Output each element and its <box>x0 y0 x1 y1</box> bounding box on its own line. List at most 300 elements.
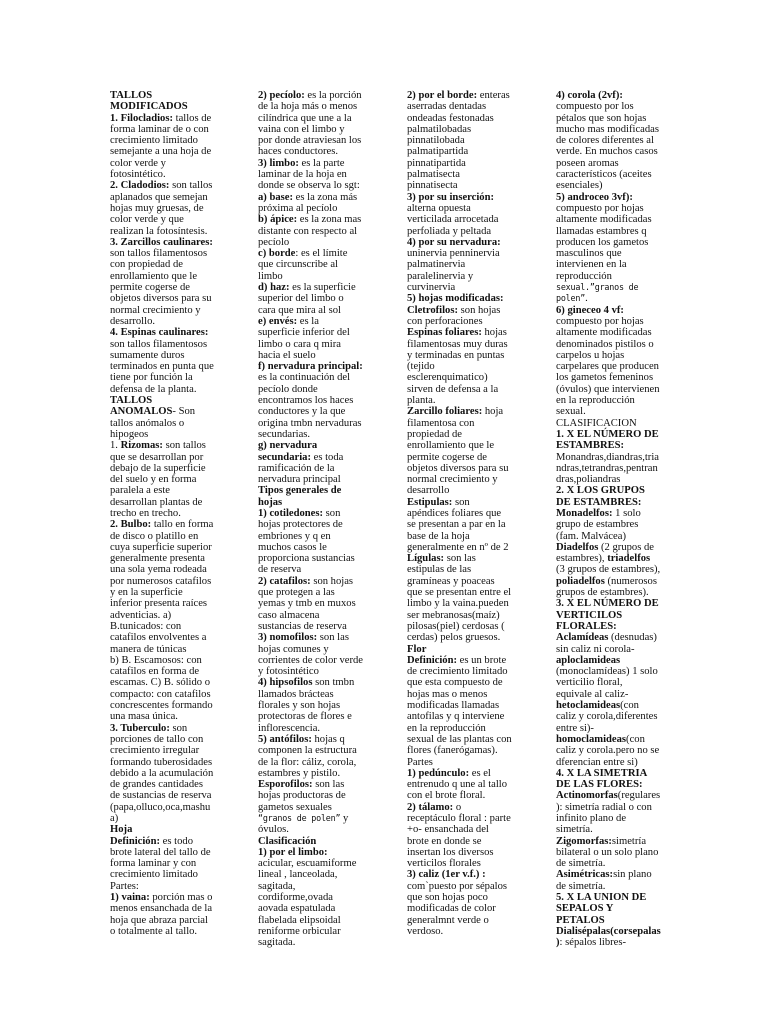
text-run: dferencian entre si) <box>556 756 638 768</box>
text-line <box>407 180 515 191</box>
text-line <box>258 113 366 124</box>
text-line <box>110 564 244 575</box>
text-run: reproducción <box>556 270 612 282</box>
text-line <box>556 768 662 779</box>
text-run: nervadura principal <box>258 474 341 486</box>
bold-text-run: Hoja <box>110 824 133 836</box>
bold-text-run: 2) catafilos: <box>258 575 311 587</box>
text-run: (tejido <box>407 361 435 373</box>
text-line <box>110 135 244 146</box>
text-line <box>556 847 662 858</box>
text-run: de colores diferentes al <box>556 135 654 147</box>
text-line <box>407 237 515 248</box>
text-run: hojas q <box>311 733 345 745</box>
text-line <box>556 813 662 824</box>
text-line <box>110 90 244 101</box>
bold-text-run: Zigomorfas: <box>556 835 612 847</box>
text-run: protectoras de flores e <box>258 711 352 723</box>
text-run: carpelos u hojas <box>556 349 625 361</box>
text-run: enteras <box>477 90 510 101</box>
text-run: normal crecimiento y <box>407 474 498 486</box>
text-run: es toda <box>310 451 344 463</box>
text-run: generalmente en nº de 2 <box>407 541 509 553</box>
text-line <box>258 666 366 677</box>
bold-text-run: 4) hipsofilos <box>258 677 313 689</box>
text-line <box>407 711 515 722</box>
text-run: son <box>323 507 341 519</box>
text-line <box>258 508 366 519</box>
text-line <box>407 915 515 926</box>
text-run: limbo <box>258 270 283 282</box>
text-run: por donde atraviesan los <box>258 135 362 147</box>
text-line <box>407 790 515 801</box>
text-line <box>258 452 366 463</box>
text-line <box>556 497 662 508</box>
bold-text-run: DE ESTAMBRES: <box>556 496 642 508</box>
text-line <box>258 395 366 406</box>
text-line <box>407 813 515 824</box>
bold-text-run: 4. X LA SIMETRIA <box>556 767 648 779</box>
text-run: es la continuación del <box>258 372 351 384</box>
text-run: perfoliada y peltada <box>407 225 492 237</box>
text-run: sin caliz ni corola- <box>556 643 635 655</box>
text-line <box>556 372 662 383</box>
text-run: es la parte <box>298 157 345 169</box>
bold-text-run: hetoclamideas <box>556 700 621 712</box>
text-run: acicular, escuamiforme <box>258 858 357 870</box>
bold-text-run: 5. X LA UNION DE <box>556 892 647 904</box>
text-run: de simetría. <box>556 858 606 870</box>
bold-text-run: FLORALES: <box>556 620 617 632</box>
text-run: llamados brácteas <box>258 688 334 700</box>
text-line <box>110 847 244 858</box>
text-line <box>556 869 662 880</box>
bold-text-run: a) base: <box>258 191 294 203</box>
text-run: hojas productoras de <box>258 790 346 802</box>
bold-text-run: Aclamídeas <box>556 632 609 644</box>
bold-text-run: ) <box>556 937 560 949</box>
text-line <box>258 700 366 711</box>
text-run: esclerenquimatico) <box>407 372 488 384</box>
text-run: com`puesto por sépalos <box>407 880 508 892</box>
text-line <box>258 926 366 937</box>
text-run: masculinos que <box>556 248 622 260</box>
text-run: hojas muy gruesas, de <box>110 202 204 214</box>
text-line <box>556 542 662 553</box>
text-run: escamas. C) B. sólido o <box>110 677 211 689</box>
text-line <box>258 869 366 880</box>
text-line <box>556 271 662 282</box>
text-run: son hojas <box>458 304 501 316</box>
text-line <box>110 327 244 338</box>
text-run: palmatinervia <box>407 259 466 271</box>
text-run: realizan la fotosíntesis. <box>110 225 208 237</box>
bold-text-run: 1) vaina: <box>110 892 150 904</box>
text-line <box>407 881 515 892</box>
text-line <box>556 881 662 892</box>
text-run: óvulos. <box>258 824 289 836</box>
text-line <box>258 327 366 338</box>
text-line <box>110 316 244 327</box>
text-line <box>110 576 244 587</box>
text-run: CLASIFICACION <box>556 417 637 429</box>
text-line <box>258 621 366 632</box>
text-line <box>258 531 366 542</box>
text-line <box>258 802 366 813</box>
text-run: es la porción <box>304 90 362 101</box>
text-run: sumamente duros <box>110 349 185 361</box>
bold-text-run: 6) gineceo 4 vf: <box>556 304 624 316</box>
text-line <box>556 519 662 530</box>
text-line <box>110 644 244 655</box>
text-line <box>110 587 244 598</box>
text-line <box>110 440 244 451</box>
text-line <box>110 101 244 112</box>
text-run: es todo <box>160 835 193 847</box>
text-line <box>556 836 662 847</box>
text-run: verde. En muchos casos <box>556 146 658 158</box>
text-line <box>407 824 515 835</box>
text-run: catafilos envolventes a <box>110 632 207 644</box>
bold-text-run: DE LAS FLORES: <box>556 779 643 791</box>
text-run: (con <box>620 700 639 712</box>
text-line <box>258 745 366 756</box>
text-line <box>556 892 662 903</box>
text-run: hoja <box>482 406 504 418</box>
text-run: sexual de las plantas con <box>407 733 512 745</box>
text-run: son las <box>444 553 476 565</box>
text-line <box>407 271 515 282</box>
text-line <box>258 237 366 248</box>
text-run: con perforaciones <box>407 315 483 327</box>
text-run: aserradas dentadas <box>407 101 487 113</box>
text-line <box>110 237 244 248</box>
text-line <box>556 553 662 564</box>
text-line <box>556 305 662 316</box>
text-run: sustancias de reserva <box>258 620 347 632</box>
bold-text-run: e) envés: <box>258 315 298 327</box>
text-run: corrientes de color verde <box>258 654 364 666</box>
text-run: - Son <box>172 406 196 418</box>
text-line <box>110 926 244 937</box>
text-run: que esta compuesto de <box>407 677 503 689</box>
text-run: con el brote floral. <box>407 790 486 802</box>
text-line <box>556 429 662 440</box>
text-line <box>258 90 366 101</box>
text-line <box>110 497 244 508</box>
text-line <box>407 553 515 564</box>
text-line <box>556 248 662 259</box>
text-line <box>556 858 662 869</box>
bold-text-run: Zarcillo foliares: <box>407 406 483 418</box>
text-run: gramíneas y poaceas <box>407 575 495 587</box>
text-run: semejante a una hoja de <box>110 146 212 158</box>
text-run: modificadas de color <box>407 903 496 915</box>
text-line <box>556 350 662 361</box>
text-line <box>258 169 366 180</box>
text-run: uninervia penninervia <box>407 248 500 260</box>
text-line <box>258 757 366 768</box>
text-line <box>407 587 515 598</box>
text-run: flabelada elipsoidal <box>258 914 341 926</box>
text-run: estipulas de las <box>407 564 472 576</box>
text-line <box>110 474 244 485</box>
text-line <box>556 146 662 157</box>
bold-text-run: 3. Tuberculo: <box>110 722 170 734</box>
text-line <box>258 406 366 417</box>
text-run: b) B. Escamosos: con <box>110 654 202 666</box>
text-line <box>258 768 366 779</box>
text-line <box>258 135 366 146</box>
text-line <box>258 937 366 948</box>
text-line <box>556 90 662 101</box>
text-run: estambres y pistilo. <box>258 767 341 779</box>
text-run: (monoclamídeas) 1 solo <box>556 666 658 678</box>
text-line <box>110 146 244 157</box>
text-line <box>556 621 662 632</box>
bold-text-run: 5) hojas modificadas: <box>407 293 504 305</box>
text-line <box>110 881 244 892</box>
text-line <box>556 135 662 146</box>
text-line <box>556 677 662 688</box>
text-run: hipogeos <box>110 428 149 440</box>
text-line <box>258 564 366 575</box>
text-run: porciones de tallo con <box>110 733 204 745</box>
text-line <box>556 192 662 203</box>
text-line <box>556 655 662 666</box>
text-run: caliz y corola,diferentes <box>556 711 658 723</box>
text-line <box>258 226 366 237</box>
text-line <box>258 711 366 722</box>
text-line <box>110 903 244 914</box>
text-run: del suelo y en forma <box>110 474 197 486</box>
text-run: se presentan a par en la <box>407 519 506 531</box>
text-line <box>556 745 662 756</box>
text-line <box>407 282 515 293</box>
text-run: insertan los diversos <box>407 846 494 858</box>
text-run: ): simetría radial o con <box>556 801 652 813</box>
text-run: filamentosas muy duras <box>407 338 508 350</box>
text-line <box>110 452 244 463</box>
text-line <box>110 293 244 304</box>
bold-text-run: Dialisépalas(corsepalas <box>556 925 661 937</box>
text-line <box>110 723 244 734</box>
text-line <box>110 113 244 124</box>
text-run: son tallos <box>162 440 206 452</box>
bold-text-run: Rizomas: <box>120 440 163 452</box>
text-run: polen” <box>556 293 586 304</box>
text-line <box>258 350 366 361</box>
bold-text-run: 2) tálamo: <box>407 801 454 813</box>
text-line <box>407 610 515 621</box>
text-line <box>407 463 515 474</box>
text-line <box>110 429 244 440</box>
text-run: son las <box>312 779 345 791</box>
text-line <box>556 508 662 519</box>
bold-text-run: 4. Espinas caulinares: <box>110 327 209 339</box>
text-line <box>556 113 662 124</box>
text-run: defensa de la planta. <box>110 383 197 395</box>
text-run: color verde y <box>110 157 166 169</box>
text-run: son las <box>317 632 349 644</box>
bold-text-run: VERTICILOS <box>556 609 623 621</box>
text-line <box>110 666 244 677</box>
text-line <box>556 180 662 191</box>
text-run: de grandes cantidades <box>110 779 203 791</box>
text-run: de sustancias de reserva <box>110 790 212 802</box>
text-line <box>407 892 515 903</box>
bold-text-run: f) nervadura principal: <box>258 361 363 373</box>
text-run: es la zona mas <box>297 214 362 226</box>
text-run: característicos (aceites <box>556 169 652 181</box>
text-run: cerdas) pelos gruesos. <box>407 632 501 644</box>
text-line <box>407 847 515 858</box>
bold-text-run: Clasificación <box>258 835 317 847</box>
text-line <box>407 644 515 655</box>
text-line <box>407 305 515 316</box>
text-line <box>556 632 662 643</box>
text-run: aplanados que semejan <box>110 191 208 203</box>
bold-text-run: poliadelfos <box>556 575 605 587</box>
text-run: tallos de <box>172 112 212 124</box>
text-run: manera de túnicas <box>110 643 187 655</box>
text-line <box>110 779 244 790</box>
text-run: infinito plano de <box>556 813 627 824</box>
text-run: o <box>453 801 462 813</box>
text-line <box>556 316 662 327</box>
text-line <box>258 587 366 598</box>
text-line <box>407 745 515 756</box>
text-run: crecimiento limitado <box>110 869 198 881</box>
text-run: en la reproducción <box>407 722 486 734</box>
text-line <box>110 259 244 270</box>
text-run: generalmente presenta <box>110 553 205 565</box>
text-line <box>556 169 662 180</box>
text-line <box>407 802 515 813</box>
text-run: concrescentes formando <box>110 700 213 712</box>
text-line <box>258 734 366 745</box>
text-line <box>110 768 244 779</box>
text-line <box>407 598 515 609</box>
text-line <box>110 689 244 700</box>
text-line <box>110 226 244 237</box>
bold-text-run: Flor <box>407 643 427 655</box>
text-line <box>407 395 515 406</box>
text-line <box>407 666 515 677</box>
text-run: objetos diversos para su <box>110 293 212 305</box>
text-line <box>556 915 662 926</box>
text-line <box>407 372 515 383</box>
text-line <box>407 632 515 643</box>
text-line <box>110 463 244 474</box>
text-line <box>407 169 515 180</box>
text-line <box>110 553 244 564</box>
text-line <box>556 824 662 835</box>
text-line <box>407 858 515 869</box>
text-run: poseen aromas <box>556 157 619 169</box>
text-line <box>110 282 244 293</box>
text-line <box>110 485 244 496</box>
text-line <box>258 271 366 282</box>
text-run: verticilio floral, <box>556 677 623 689</box>
text-run: paralelinervia y <box>407 270 474 282</box>
bold-text-run: TALLOS <box>110 395 153 407</box>
text-line <box>556 700 662 711</box>
text-line <box>258 384 366 395</box>
text-line <box>556 937 662 948</box>
bold-text-run: secundaria: <box>258 451 311 463</box>
text-run: grupo de estambres <box>556 519 639 531</box>
text-line <box>110 418 244 429</box>
text-line <box>556 259 662 270</box>
text-line <box>258 497 366 508</box>
text-run: gametos sexuales <box>258 801 332 813</box>
text-run: compuesto por hojas <box>556 202 644 214</box>
text-run: de la flor: cáliz, corola, <box>258 756 357 768</box>
text-column-4 <box>556 90 662 949</box>
text-line <box>407 836 515 847</box>
text-line <box>258 101 366 112</box>
text-run: entrenudo q une al tallo <box>407 779 508 791</box>
text-line <box>407 779 515 790</box>
text-line <box>407 474 515 485</box>
text-line <box>407 101 515 112</box>
text-run: denominados pistilos o <box>556 338 654 350</box>
text-line <box>258 192 366 203</box>
text-line <box>258 429 366 440</box>
bold-text-run: 2. Bulbo: <box>110 519 152 531</box>
text-line <box>556 282 662 293</box>
text-run: adventicias. a) <box>110 609 172 621</box>
text-line <box>110 158 244 169</box>
bold-text-run: Tipos generales de <box>258 485 342 497</box>
text-line <box>258 824 366 835</box>
text-line <box>407 90 515 101</box>
text-run: llamadas estambres q <box>556 225 647 237</box>
text-run: crecimiento irregular <box>110 745 200 757</box>
text-run: flores (fanerógamas). <box>407 745 498 757</box>
text-line <box>407 700 515 711</box>
text-run: aovada espatulada <box>258 903 336 915</box>
text-line <box>110 192 244 203</box>
text-run: verticilada arrocetada <box>407 214 499 226</box>
text-run: componen la estructura <box>258 745 357 757</box>
text-line <box>110 790 244 801</box>
text-line <box>110 271 244 282</box>
text-run: antofilas y q interviene <box>407 711 505 723</box>
text-line <box>556 101 662 112</box>
text-run: base de la hoja <box>407 530 470 542</box>
text-run: palmatipartida <box>407 146 469 158</box>
bold-text-run: Lígulas: <box>407 553 445 565</box>
text-line <box>407 248 515 259</box>
text-run: son tmbn <box>312 677 355 689</box>
text-run: encontramos los haces <box>258 395 354 407</box>
text-run: inflorescencia. <box>258 722 321 734</box>
text-line <box>258 892 366 903</box>
bold-text-run: g) nervadura <box>258 440 318 452</box>
text-run: objetos diversos para su <box>407 462 509 474</box>
bold-text-run: Diadelfos <box>556 541 599 553</box>
bold-text-run: 3) por su inserción: <box>407 191 495 203</box>
text-line <box>110 361 244 372</box>
bold-text-run: Espinas foliares: <box>407 327 482 339</box>
text-run: color verde y que <box>110 214 184 226</box>
text-run: tiene por función la <box>110 372 193 384</box>
text-run: una sola yema rodeada <box>110 564 207 576</box>
text-line <box>556 418 662 429</box>
bold-text-run: 3) nomofilos: <box>258 632 318 644</box>
